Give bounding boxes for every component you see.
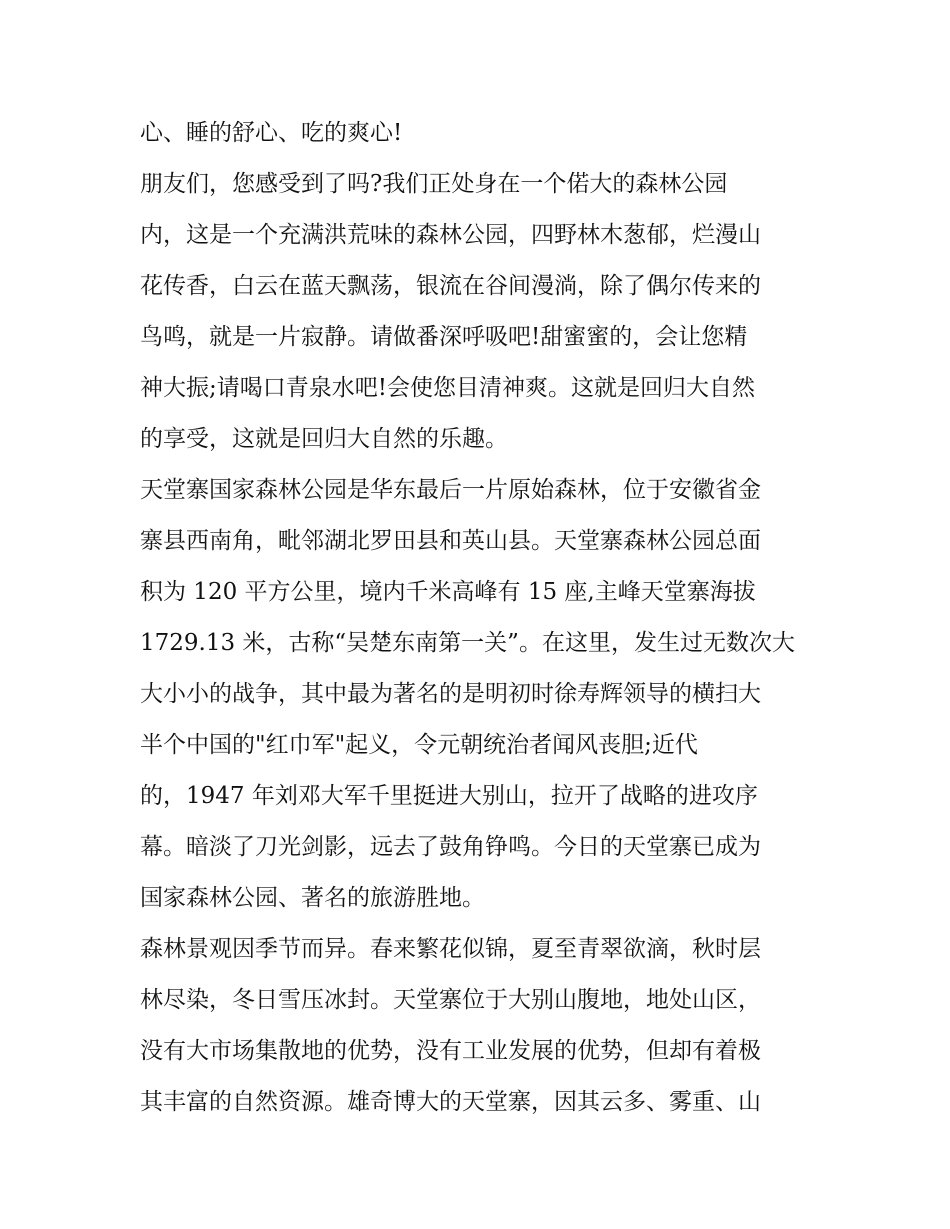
text-line: 神大振;请喝口青泉水吧!会使您目清神爽。这就是回归大自然 — [140, 375, 755, 401]
body-text — [140, 108, 820, 1128]
text-line: 森林景观因季节而异。春来繁花似锦，夏至青翠欲滴，秋时层 — [140, 936, 761, 962]
text-line: 国家森林公园、著名的旅游胜地。 — [140, 885, 485, 911]
text-line: 幕。暗淡了刀光剑影，远去了鼓角铮鸣。今日的天堂寨已成为 — [140, 834, 761, 860]
text-line: 朋友们，您感受到了吗?我们正处身在一个偌大的森林公园 — [140, 171, 728, 197]
text-line: 花传香，白云在蓝天飘荡，银流在谷间漫淌，除了偶尔传来的 — [140, 273, 761, 299]
text-line: 其丰富的自然资源。雄奇博大的天堂寨，因其云多、雾重、山 — [140, 1089, 761, 1115]
text-line: 半个中国的"红巾军"起义，令元朝统治者闻风丧胆;近代 — [140, 732, 698, 758]
text-line: 林尽染，冬日雪压冰封。天堂寨位于大别山腹地，地处山区， — [140, 987, 761, 1013]
text-line: 的享受，这就是回归大自然的乐趣。 — [140, 426, 508, 452]
text-line: 内，这是一个充满洪荒味的森林公园，四野林木葱郁，烂漫山 — [140, 222, 761, 248]
text-line: 大小小的战争，其中最为著名的是明初时徐寿辉领导的横扫大 — [140, 681, 761, 707]
text-line: 的，1947 年刘邓大军千里挺进大别山，拉开了战略的进攻序 — [140, 783, 758, 809]
text-line: 积为 120 平方公里，境内千米高峰有 15 座,主峰天堂寨海拔 — [140, 579, 756, 605]
text-line: 寨县西南角，毗邻湖北罗田县和英山县。天堂寨森林公园总面 — [140, 528, 761, 554]
text-line: 鸟鸣，就是一片寂静。请做番深呼吸吧!甜蜜蜜的，会让您精 — [140, 324, 748, 350]
text-line: 天堂寨国家森林公园是华东最后一片原始森林，位于安徽省金 — [140, 477, 761, 503]
text-line: 1729.13 米，古称“吴楚东南第一关”。在这里，发生过无数次大 — [140, 630, 795, 656]
text-line: 没有大市场集散地的优势，没有工业发展的优势，但却有着极 — [140, 1038, 761, 1064]
text-line: 心、睡的舒心、吃的爽心! — [140, 120, 403, 146]
